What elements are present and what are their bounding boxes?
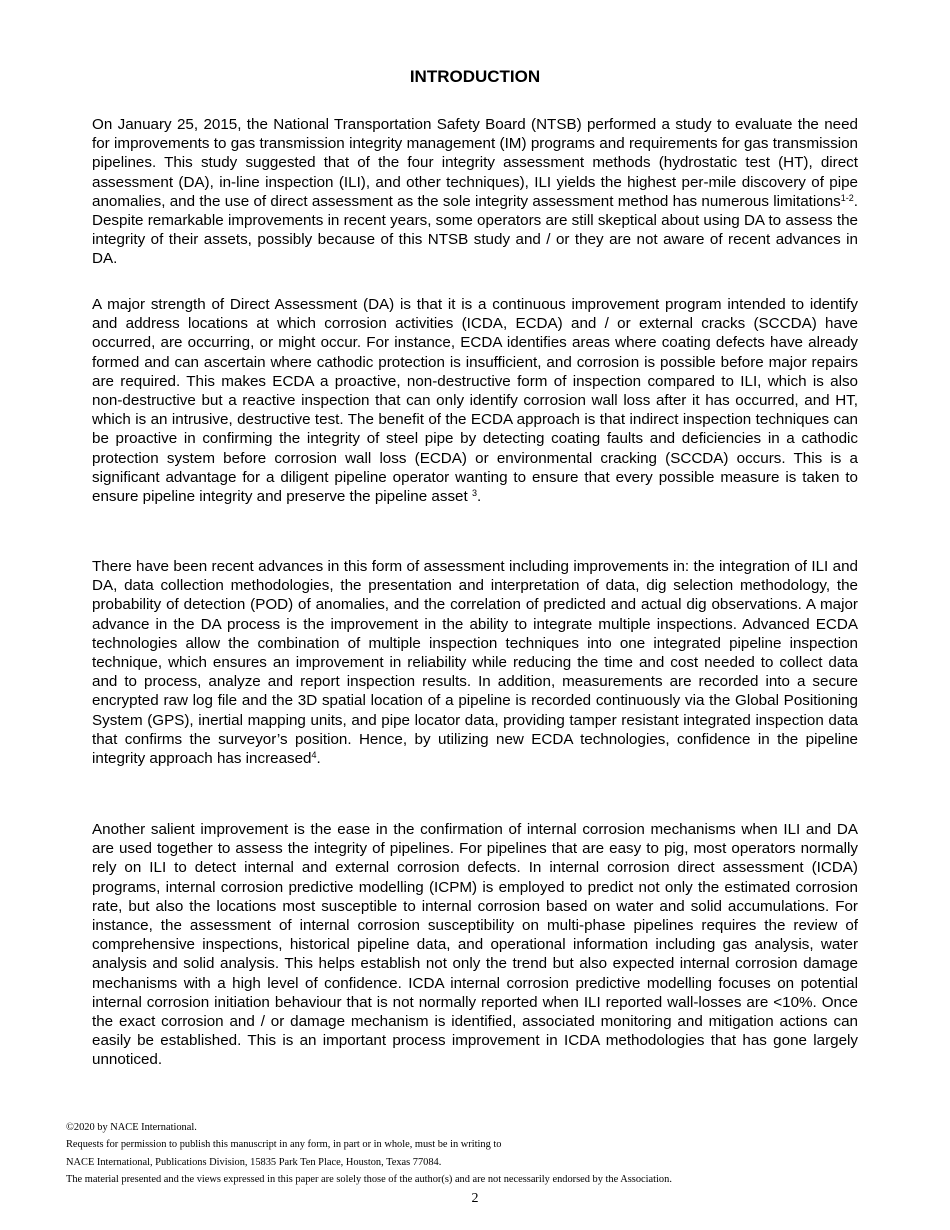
- publisher-address-line: NACE International, Publications Division, 15835 Park Ten Place, Houston, Texas 77084.: [66, 1156, 442, 1168]
- permission-line: Requests for permission to publish this manuscript in any form, in part or in whole, must be in writing to: [66, 1139, 502, 1151]
- paragraph-text: Another salient improvement is the ease in the confirmation of internal corrosion mechanisms when ILI and DA are used together to assess the integrity of pipelines. For pipelines that are easy to pig, most operators normally rely on ILI to detect internal and external corrosion defects. In internal corrosion direct assessment (ICDA) programs, internal corrosion predictive modelling (ICPM) is employed to predict not only the estimated corrosion rate, but also the locations most susceptible to internal corrosion based on water and solid accumulations. For instance, the assessment of internal corrosion susceptibility on multi-phase pipelines requires the review of comprehensive inspections, historical pipeline data, and operational information including gas analysis, water analysis and solid analysis. This helps establish not only the trend but also expected internal corrosion damage mechanisms with a high level of confidence. ICDA internal corrosion predictive modelling focuses on potential internal corrosion initiation behaviour that is not normally reported when ILI reported wall-losses are <10%. Once the exact corrosion and / or damage mechanism is identified, associated monitoring and mitigation actions can easily be established. This is an important process improvement in ICDA methodologies that has gone largely unnoticed.: [92, 821, 858, 1069]
- body-paragraph: [92, 295, 858, 506]
- paragraph-text-continued: .: [316, 750, 321, 768]
- section-heading: INTRODUCTION: [409, 67, 541, 86]
- reference-superscript: 3: [471, 488, 477, 499]
- paragraph-text: On January 25, 2015, the National Transportation Safety Board (NTSB) performed a study to evaluate the need for improvements to gas transmission integrity management (IM) programs and requirements for gas transmission pipelines. This study suggested that of the four integrity assessment methods (hydrostatic test (HT), direct assessment (DA), in-line inspection (ILI), and other techniques), ILI yields the highest per-mile discovery of pipe anomalies, and the use of direct assessment as the sole integrity assessment method has numerous limitations: [92, 116, 858, 210]
- paragraph-text: There have been recent advances in this form of assessment including improvements in: the integration of ILI and DA, data collection methodologies, the presentation and interpretation of data, dig selection methodology, the probability of detection (POD) of anomalies, and the correlation of predicted and actual dig observations. A major advance in the DA process is the improvement in the ability to integrate multiple inspections. Advanced ECDA technologies allow the combination of multiple inspection techniques into one integrated pipeline inspection technique, which ensures an improvement in reliability while reducing the time and cost needed to collect data and to process, analyze and report inspection results. In addition, measurements are recorded into a secure encrypted raw log file and the 3D spatial location of a pipeline is recorded continuously via the Global Positioning System (GPS), inertial mapping units, and pipe locator data, providing tamper resistant integrated inspection data that confirms the surveyor’s position. Hence, by utilizing new ECDA technologies, confidence in the pipeline integrity approach has increased: [92, 558, 858, 768]
- paragraph-text-continued: .: [476, 488, 482, 506]
- copyright-line: ©2020 by NACE International.: [66, 1122, 197, 1133]
- paragraph-text-continued: . Despite remarkable improvements in recent years, some operators are still skeptical about using DA to assess the integrity of their assets, possibly because of this NTSB study and / or they are not aware of recent advances in DA.: [92, 192, 858, 268]
- paragraph-text: A major strength of Direct Assessment (DA) is that it is a continuous improvement program intended to identify and address locations at which corrosion activities (ICDA, ECDA) and / or external cracks (SCCDA) have occurred, are occurring, or might occur. For instance, ECDA identifies areas where coating defects have already formed and can ascertain where cathodic protection is insufficient, and corrosion is possible before major repairs are required. This makes ECDA a proactive, non-destructive form of inspection compared to ILI, which is also non-destructive but a reactive inspection that can only identify corrosion wall loss after it has occurred, and HT, which is an intrusive, destructive test. The benefit of the ECDA approach is that indirect inspection techniques can be proactive in confirming the integrity of steel pipe by detecting coating faults and deficiencies in a cathodic protection system before corrosion wall loss (ECDA) or environmental cracking (SCCDA) occurs. This is a significant advantage for a diligent pipeline operator wanting to ensure that every possible measure is taken to ensure pipeline integrity and preserve the pipeline asset: [92, 296, 858, 506]
- body-paragraph: [92, 557, 858, 768]
- page-footer: [66, 1119, 896, 1189]
- disclaimer-line: The material presented and the views expressed in this paper are solely those of the author(s) and are not necessarily endorsed by the Association.: [66, 1174, 672, 1186]
- reference-superscript: 4: [311, 750, 317, 761]
- body-paragraph: [92, 115, 858, 269]
- page-number: 2: [471, 1191, 479, 1206]
- body-paragraph: [92, 820, 858, 1070]
- reference-superscript: 1-2: [840, 192, 854, 203]
